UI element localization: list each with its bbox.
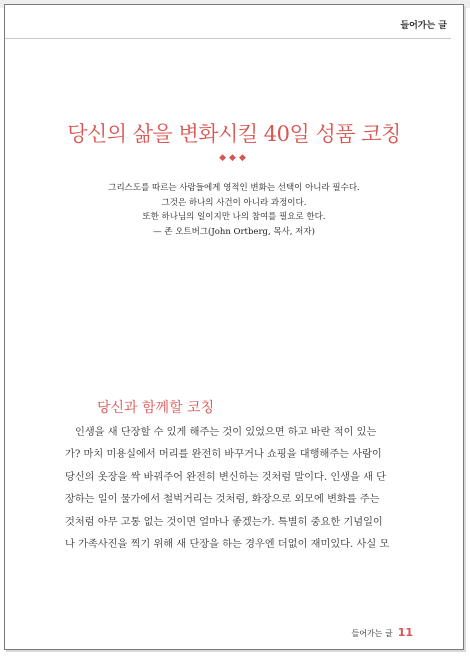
body-line: 인생을 새 단장할 수 있게 해주는 것이 있었으면 하고 바란 적이 있는 xyxy=(75,427,377,438)
epigraph-quote xyxy=(5,181,463,239)
body-line: 것처럼 아무 고통 없는 것이면 얼마나 좋겠는가. 특별히 중요한 기념일이 xyxy=(65,516,383,528)
section-heading: 당신과 함께할 코칭 xyxy=(97,400,215,416)
running-head: 들어가는 글 xyxy=(400,21,447,31)
body-line: 가? 마치 미용실에서 머리를 완전히 바꾸거나 쇼핑을 대행해주는 사람이 xyxy=(65,449,382,461)
epigraph-attribution: — 존 오트버그(John Ortberg, 목사, 저자) xyxy=(153,226,315,237)
page-number: 11 xyxy=(397,626,413,639)
epigraph-line: 그리스도를 따르는 사람들에게 영적인 변화는 선택이 아니라 필수다. xyxy=(108,183,360,193)
body-paragraph xyxy=(65,422,410,556)
epigraph-line: 그것은 하나의 사건이 아니라 과정이다. xyxy=(161,197,307,208)
epigraph-line: 또한 하나님의 일이지만 나의 참여를 필요로 한다. xyxy=(142,212,326,222)
page-footer xyxy=(352,626,414,639)
chapter-title: 당신의 삶을 변화시킬 40일 성품 코칭 xyxy=(67,122,401,146)
header-divider xyxy=(5,38,451,39)
footer-running-title: 들어가는 글 xyxy=(351,629,393,638)
body-line: 당신의 옷장을 싹 바꿔주어 완전히 변신하는 것처럼 말이다. 인생을 새 단 xyxy=(65,471,387,483)
body-line: 장하는 일이 물가에서 철벅거리는 것처럼, 화장으로 외모에 변화를 주는 xyxy=(65,494,380,506)
body-line: 나 가족사진을 찍기 위해 새 단장을 하는 경우엔 더없이 재미있다. 사실 모 xyxy=(65,539,390,551)
ornament-diamonds: ◆◆◆ xyxy=(219,153,249,163)
book-page xyxy=(4,4,464,650)
